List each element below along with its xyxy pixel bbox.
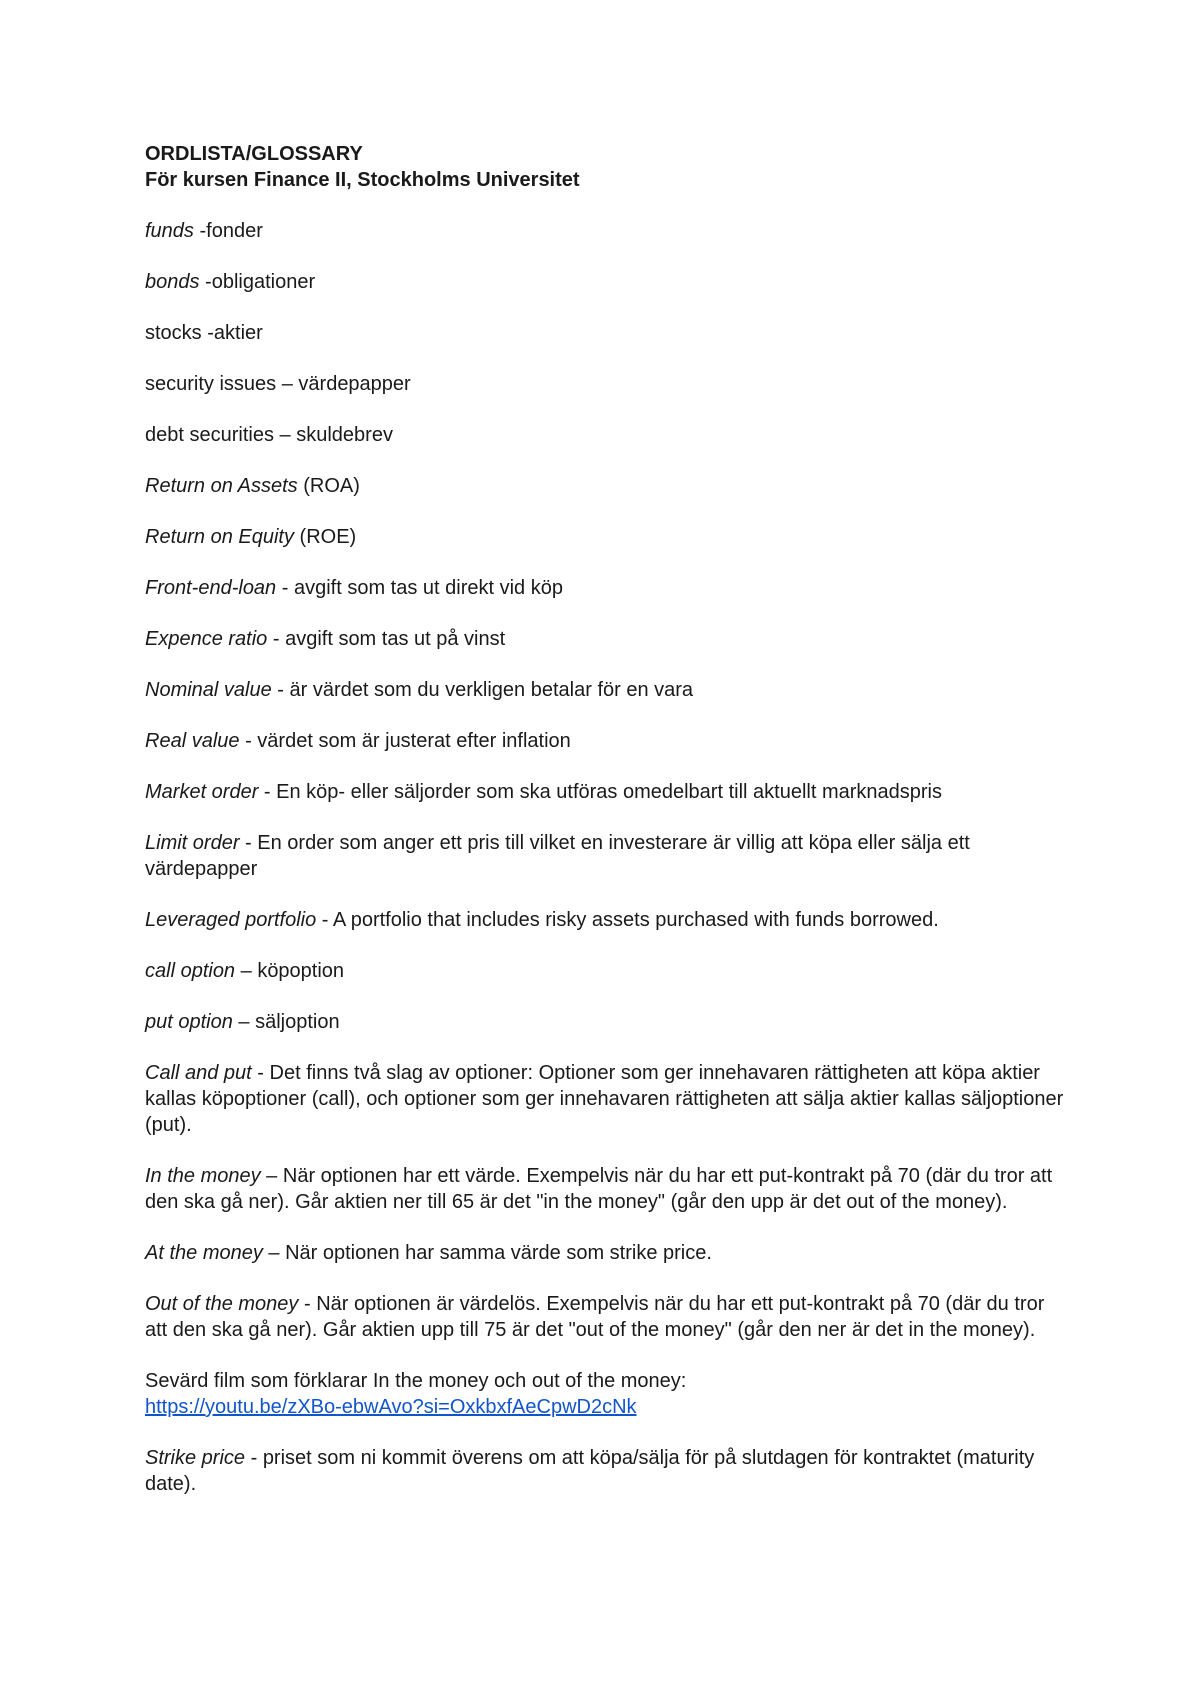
youtube-link[interactable]: https://youtu.be/zXBo-ebwAvo?si=OxkbxfAeCpwD2cNk — [145, 1396, 637, 1418]
glossary-entry — [145, 218, 1065, 244]
glossary-separator: - — [193, 220, 207, 242]
glossary-separator: - — [316, 909, 333, 931]
glossary-separator: - — [298, 1293, 317, 1315]
film-note-text: Sevärd film som förklarar In the money och out of the money: — [145, 1370, 687, 1392]
glossary-separator: – — [232, 1011, 256, 1033]
glossary-definition: När optionen har samma värde som strike price. — [285, 1242, 712, 1264]
glossary-entry — [145, 779, 1065, 805]
glossary-entry — [145, 907, 1065, 933]
glossary-entry — [145, 422, 1065, 448]
glossary-term: Front-end-loan — [145, 577, 277, 599]
glossary-separator: - — [239, 730, 258, 752]
glossary-entry — [145, 371, 1065, 397]
glossary-term: In the money — [145, 1165, 261, 1187]
glossary-separator: - — [258, 781, 277, 803]
film-note — [145, 1368, 1065, 1420]
glossary-entry — [145, 524, 1065, 550]
document-subtitle: För kursen Finance II, Stockholms Universitet — [145, 169, 580, 191]
glossary-definition: skuldebrev — [296, 424, 393, 446]
glossary-separator: – — [273, 424, 297, 446]
glossary-entry — [145, 830, 1065, 882]
glossary-term: At the money — [145, 1242, 263, 1264]
glossary-definition: (ROA) — [303, 475, 360, 497]
glossary-separator: - — [245, 1447, 263, 1469]
glossary-term: call option — [145, 960, 236, 982]
glossary-separator: – — [260, 1165, 283, 1187]
glossary-entry — [145, 728, 1065, 754]
glossary-separator: - — [276, 577, 294, 599]
glossary-entry-strike-price — [145, 1445, 1065, 1497]
glossary-term: Expence ratio — [145, 628, 268, 650]
glossary-term: Return on Assets — [145, 475, 298, 497]
glossary-term: security issues — [145, 373, 277, 395]
glossary-definition: avgift som tas ut på vinst — [285, 628, 506, 650]
glossary-definition: fonder — [206, 220, 263, 242]
document-title: ORDLISTA/GLOSSARY — [145, 143, 363, 165]
glossary-separator: – — [276, 373, 299, 395]
glossary-entry — [145, 575, 1065, 601]
glossary-definition: avgift som tas ut direkt vid köp — [293, 577, 563, 599]
glossary-term: Return on Equity — [145, 526, 294, 548]
glossary-term: Nominal value — [145, 679, 272, 701]
glossary-definition: köpoption — [257, 960, 345, 982]
glossary-separator: - — [271, 679, 290, 701]
glossary-term: Call and put — [145, 1062, 252, 1084]
glossary-term: Market order — [145, 781, 259, 803]
glossary-definition: är värdet som du verkligen betalar för en vara — [289, 679, 694, 701]
glossary-separator: - — [239, 832, 258, 854]
glossary-definition: värdet som är justerat efter inflation — [257, 730, 571, 752]
glossary-definition: säljoption — [255, 1011, 340, 1033]
glossary-term: Out of the money — [145, 1293, 299, 1315]
glossary-definition: obligationer — [211, 271, 316, 293]
glossary-entry — [145, 626, 1065, 652]
glossary-term: put option — [145, 1011, 233, 1033]
glossary-term: Strike price — [145, 1447, 246, 1469]
document-body — [145, 141, 1065, 1522]
glossary-entry — [145, 473, 1065, 499]
glossary-definition: När optionen har ett värde. Exempelvis när du har ett put-kontrakt på 70 (där du tror att den ska gå ner). Går aktien ner till 65 är det "in the money" (går den upp är det out of the money). — [145, 1165, 1053, 1213]
glossary-entry — [145, 1163, 1065, 1215]
glossary-definition: aktier — [213, 322, 263, 344]
glossary-term: funds — [145, 220, 194, 242]
glossary-definition: A portfolio that includes risky assets purchased with funds borrowed. — [332, 909, 939, 931]
glossary-entry — [145, 1240, 1065, 1266]
glossary-entry — [145, 269, 1065, 295]
glossary-separator: - — [267, 628, 286, 650]
glossary-separator: – — [235, 960, 258, 982]
glossary-entry — [145, 1291, 1065, 1343]
glossary-separator: - — [201, 322, 214, 344]
glossary-definition: värdepapper — [298, 373, 411, 395]
glossary-term: bonds — [145, 271, 200, 293]
glossary-separator: – — [262, 1242, 286, 1264]
glossary-term: Leveraged portfolio — [145, 909, 317, 931]
glossary-separator: - — [199, 271, 212, 293]
glossary-list — [145, 218, 1065, 1343]
glossary-entry — [145, 958, 1065, 984]
glossary-entry — [145, 1060, 1065, 1138]
glossary-definition: En köp- eller säljorder som ska utföras omedelbart till aktuellt marknadspris — [276, 781, 942, 803]
glossary-term: stocks — [145, 322, 202, 344]
glossary-entry — [145, 1009, 1065, 1035]
glossary-definition: (ROE) — [299, 526, 357, 548]
glossary-definition: Det finns två slag av optioner: Optioner som ger innehavaren rättigheten att köpa aktier kallas köpoptioner (call), och optioner som ger innehavaren rättigheten att sälja aktier kallas säljoptioner (put). — [145, 1062, 1064, 1136]
glossary-term: Real value — [145, 730, 240, 752]
glossary-term: Limit order — [145, 832, 240, 854]
glossary-entry — [145, 320, 1065, 346]
glossary-definition: En order som anger ett pris till vilket en investerare är villig att köpa eller sälja ett värdepapper — [145, 832, 970, 880]
glossary-definition: När optionen är värdelös. Exempelvis när du har ett put-kontrakt på 70 (där du tror att den ska gå ner). Går aktien upp till 75 är det "out of the money" (går den ner är det in the money). — [145, 1293, 1045, 1341]
glossary-separator: - — [251, 1062, 270, 1084]
glossary-term: debt securities — [145, 424, 274, 446]
glossary-entry — [145, 677, 1065, 703]
glossary-definition: priset som ni kommit överens om att köpa/sälja för på slutdagen för kontraktet (maturity date). — [145, 1447, 1035, 1495]
